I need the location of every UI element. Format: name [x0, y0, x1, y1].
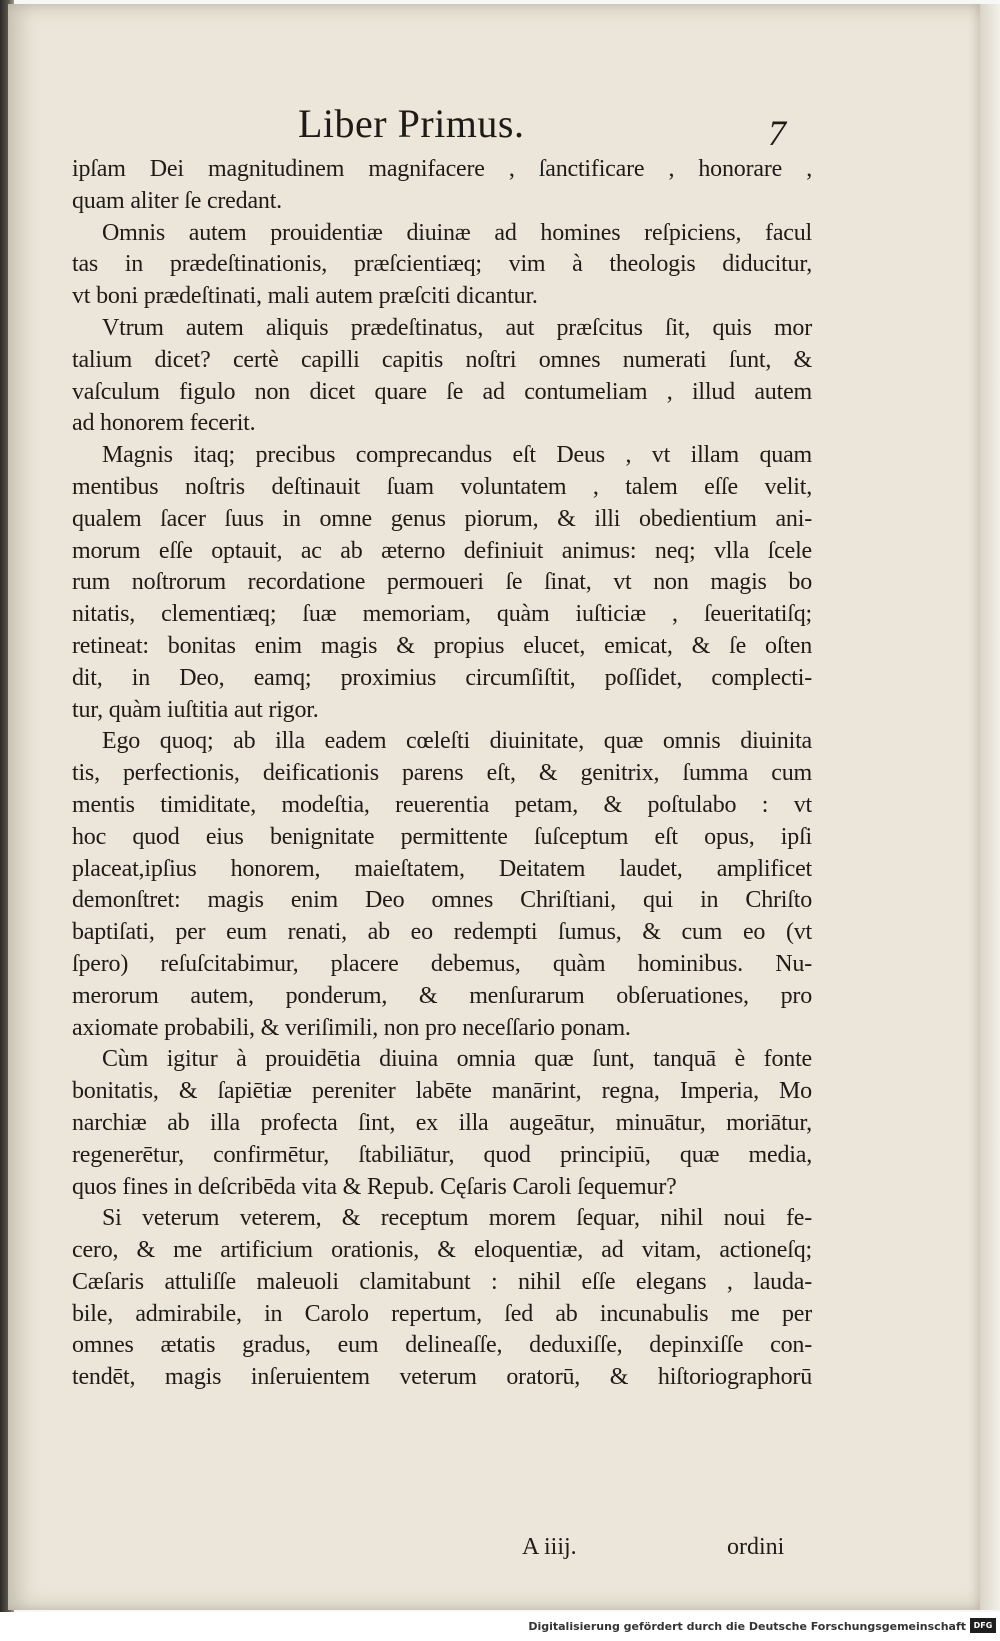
page-number: 7 [768, 113, 786, 153]
text-line: bonitatis, & ſapiētiæ pereniter labēte manārint, regna, Imperia, Mo [72, 1078, 812, 1105]
text-line: narchiæ ab illa profecta ſint, ex illa augeātur, minuātur, moriātur, [72, 1109, 812, 1136]
text-line: retineat: bonitas enim magis & propius elucet, emicat, & ſe oſten [72, 632, 812, 659]
signature-line [72, 1534, 812, 1568]
text-line: Ego quoq; ab illa eadem cœleſti diuinitate, quæ omnis diuinita [102, 728, 812, 755]
body-text [72, 154, 812, 1560]
text-line: quos fines in deſcribēda vita & Repub. Cęſaris Caroli ſequemur? [72, 1173, 677, 1200]
text-line: bile, admirabile, in Carolo repertum, ſed ab incunabulis me per [72, 1300, 812, 1327]
text-line: baptiſati, per eum renati, ab eo redempti ſumus, & cum eo (vt [72, 919, 812, 946]
text-line: Cæſaris attuliſſe maleuoli clamitabunt : nihil eſſe elegans , lauda- [72, 1268, 812, 1295]
text-line: cero, & me artificium orationis, & eloquentiæ, ad vitam, actioneſq; [72, 1237, 812, 1264]
text-line: omnes ætatis gradus, eum delineaſſe, deduxiſſe, depinxiſſe con- [72, 1332, 812, 1359]
text-line: talium dicet? certè capilli capitis noſtri omnes numerati ſunt, & [72, 346, 812, 373]
text-line: ipſam Dei magnitudinem magnifacere , ſanctificare , honorare , [72, 156, 812, 182]
text-line: regenerētur, confirmētur, ſtabiliātur, quod principiū, quæ media, [72, 1141, 812, 1168]
text-line: vt boni prædeſtinati, mali autem præſciti dicantur. [72, 283, 538, 310]
text-line: tis, perfectionis, deificationis parens eſt, & genitrix, ſumma cum [72, 760, 812, 787]
text-line: Cùm igitur à prouidētia diuina omnia quæ ſunt, tanquā è fonte [102, 1046, 812, 1073]
text-line: vaſculum figulo non dicet quare ſe ad contumeliam , illud autem [72, 378, 812, 405]
text-line: rum noſtrorum recordatione permoueri ſe ſinat, vt non magis bo [72, 569, 812, 596]
book-page [8, 4, 982, 1610]
text-line: ſpero) reſuſcitabimur, placere debemus, quàm hominibus. Nu- [72, 950, 812, 977]
footer-bar [0, 1612, 1000, 1641]
running-head [8, 100, 980, 160]
dfg-logo: DFG [970, 1618, 996, 1633]
text-line: Si veterum veterem, & receptum morem ſequar, nihil noui fe- [102, 1205, 812, 1232]
text-line: Omnis autem prouidentiæ diuinæ ad homines reſpiciens, facul [102, 219, 812, 246]
text-line: tur, quàm iuſtitia aut rigor. [72, 696, 319, 723]
text-line: mentis timiditate, modeſtia, reuerentia petam, & poſtulabo : vt [72, 791, 812, 818]
text-line: Vtrum autem aliquis prædeſtinatus, aut præſcitus ſit, quis mor [102, 314, 812, 341]
footer-credit: Digitalisierung gefördert durch die Deutsche Forschungsgemeinschaft [528, 1620, 966, 1633]
text-line: quam aliter ſe credant. [72, 187, 282, 214]
signature-mark: A iiij. [522, 1534, 577, 1560]
text-line: dit, in Deo, eamq; proximius circumſiſtit, poſſidet, complecti- [72, 664, 812, 691]
text-line: morum eſſe optauit, ac ab æterno definiuit animus: neq; vlla ſcele [72, 537, 812, 564]
text-line: mentibus noſtris deſtinauit ſuam voluntatem , talem eſſe velit, [72, 473, 812, 500]
text-line: hoc quod eius benignitate permittente ſuſceptum eſt opus, ipſi [72, 823, 812, 850]
running-head-title: Liber Primus. [298, 101, 525, 146]
page-edge-right [980, 4, 1000, 1610]
text-line: Magnis itaq; precibus comprecandus eſt Deus , vt illam quam [102, 442, 812, 469]
text-line: tendēt, magis inſeruientem veterum oratorū, & hiſtoriographorū [72, 1364, 812, 1391]
text-line: merorum autem, ponderum, & menſurarum obſeruationes, pro [72, 982, 812, 1009]
text-line: axiomate probabili, & veriſimili, non pro neceſſario ponam. [72, 1014, 631, 1041]
text-line: nitatis, clementiæq; ſuæ memoriam, quàm iuſticiæ , ſeueritatiſq; [72, 601, 812, 628]
catchword: ordini [727, 1534, 785, 1560]
text-line: tas in prædeſtinationis, præſcientiæq; vim à theologis diducitur, [72, 251, 812, 278]
text-line: ad honorem fecerit. [72, 410, 256, 437]
text-line: qualem ſacer ſuus in omne genus piorum, & illi obedientium ani- [72, 505, 812, 532]
text-line: demonſtret: magis enim Deo omnes Chriſtiani, qui in Chriſto [72, 887, 812, 914]
text-line: placeat,ipſius honorem, maieſtatem, Deitatem laudet, amplificet [72, 855, 812, 882]
